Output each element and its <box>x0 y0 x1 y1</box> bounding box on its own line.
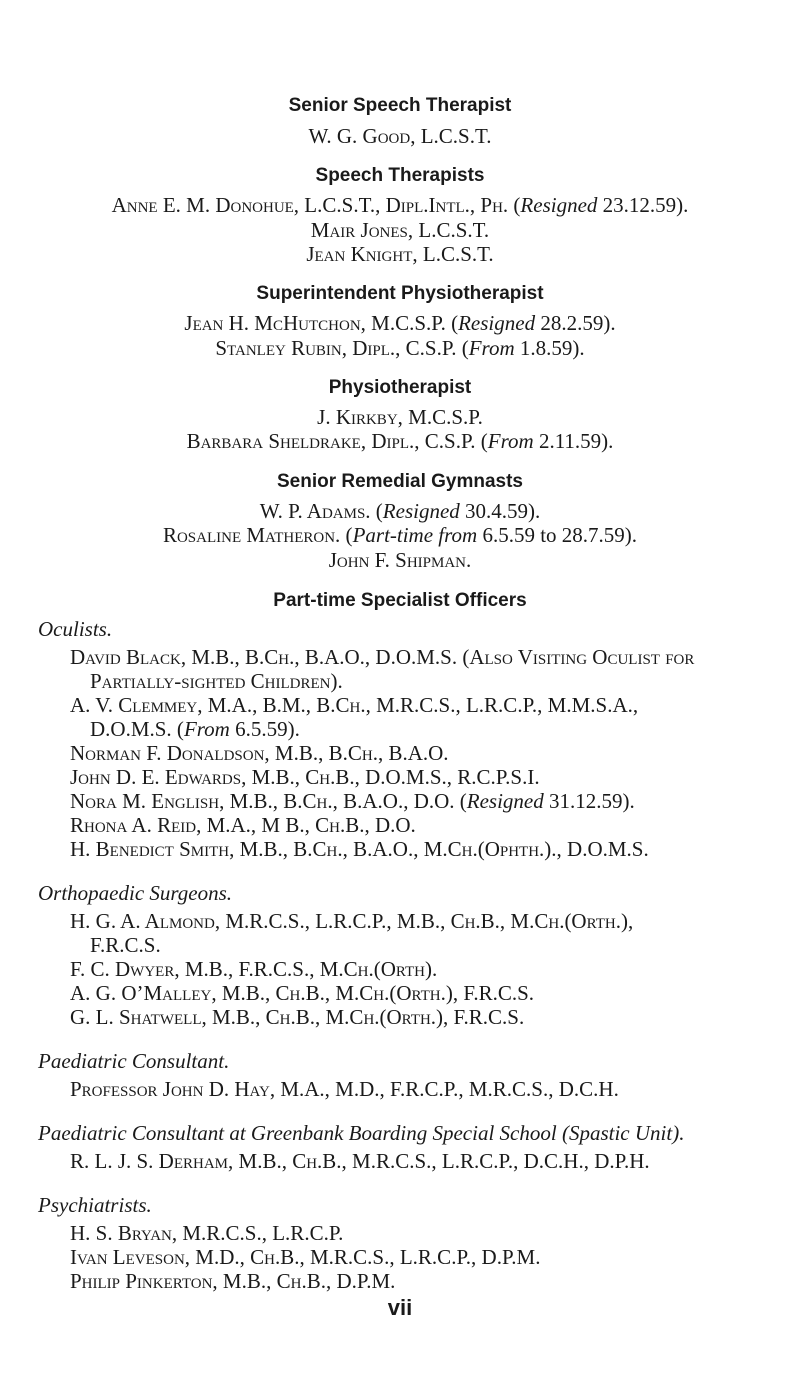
staff-entry: Barbara Sheldrake, Dipl., C.S.P. (From 2.11.59). <box>186 429 614 453</box>
page-number: vii <box>387 1295 413 1320</box>
specialist-entry: A. V. Clemmey, M.A., B.M., B.Ch., M.R.C.S., L.R.C.P., M.M.S.A., <box>70 693 639 717</box>
specialist-entry: H. G. A. Almond, M.R.C.S., L.R.C.P., M.B., Ch.B., M.Ch.(Orth.), <box>70 909 634 933</box>
heading-speech-therapists: Speech Therapists <box>315 165 485 186</box>
specialist-entry: David Black, M.B., B.Ch., B.A.O., D.O.M.S. (Also Visiting Oculist for <box>70 645 695 669</box>
specialist-entry: John D. E. Edwards, M.B., Ch.B., D.O.M.S., R.C.P.S.I. <box>70 765 540 789</box>
category-label-greenbank-consultant: Paediatric Consultant at Greenbank Boarding Special School (Spastic Unit). <box>38 1121 685 1145</box>
specialist-entry: G. L. Shatwell, M.B., Ch.B., M.Ch.(Orth.), F.R.C.S. <box>70 1005 525 1029</box>
specialist-entry: R. L. J. S. Derham, M.B., Ch.B., M.R.C.S., L.R.C.P., D.C.H., D.P.H. <box>70 1149 650 1173</box>
staff-entry: Anne E. M. Donohue, L.C.S.T., Dipl.Intl., Ph. (Resigned 23.12.59). <box>111 193 689 217</box>
specialist-entry-continuation: Partially-sighted Children). <box>90 669 343 693</box>
heading-part-time-specialist-officers: Part-time Specialist Officers <box>273 590 527 611</box>
category-label-psychiatrists: Psychiatrists. <box>38 1193 152 1217</box>
heading-physiotherapist: Physiotherapist <box>328 377 472 398</box>
heading-senior-speech-therapist: Senior Speech Therapist <box>288 95 512 116</box>
staff-entry: Rosaline Matheron. (Part-time from 6.5.59 to 28.7.59). <box>162 523 638 547</box>
specialist-entry: Philip Pinkerton, M.B., Ch.B., D.P.M. <box>70 1269 396 1293</box>
specialist-entry: Rhona A. Reid, M.A., M B., Ch.B., D.O. <box>70 813 416 837</box>
category-label-paediatric-consultant: Paediatric Consultant. <box>38 1049 230 1073</box>
staff-entry: Jean Knight, L.C.S.T. <box>306 242 494 266</box>
specialist-entry: H. S. Bryan, M.R.C.S., L.R.C.P. <box>70 1221 344 1245</box>
category-label-orthopaedic-surgeons: Orthopaedic Surgeons. <box>38 881 233 905</box>
staff-entry: W. G. Good, L.C.S.T. <box>308 124 492 148</box>
specialist-entry: Norman F. Donaldson, M.B., B.Ch., B.A.O. <box>70 741 449 765</box>
specialist-entry-continuation: F.R.C.S. <box>90 933 161 957</box>
specialist-entry: H. Benedict Smith, M.B., B.Ch., B.A.O., M.Ch.(Ophth.)., D.O.M.S. <box>70 837 649 861</box>
heading-senior-remedial-gymnasts: Senior Remedial Gymnasts <box>276 471 524 492</box>
staff-entry: John F. Shipman. <box>328 548 472 572</box>
specialist-entry: Professor John D. Hay, M.A., M.D., F.R.C.P., M.R.C.S., D.C.H. <box>70 1077 619 1101</box>
heading-superintendent-physiotherapist: Superintendent Physiotherapist <box>256 283 544 304</box>
staff-entry: Stanley Rubin, Dipl., C.S.P. (From 1.8.59). <box>215 336 585 360</box>
specialist-entry: Ivan Leveson, M.D., Ch.B., M.R.C.S., L.R.C.P., D.P.M. <box>70 1245 541 1269</box>
specialist-entry: Nora M. English, M.B., B.Ch., B.A.O., D.O. (Resigned 31.12.59). <box>70 789 635 813</box>
staff-entry: W. P. Adams. (Resigned 30.4.59). <box>259 499 541 523</box>
category-label-oculists: Oculists. <box>38 617 113 641</box>
staff-entry: Jean H. McHutchon, M.C.S.P. (Resigned 28.2.59). <box>184 311 616 335</box>
staff-entry: J. Kirkby, M.C.S.P. <box>317 405 483 429</box>
specialist-entry: F. C. Dwyer, M.B., F.R.C.S., M.Ch.(Orth). <box>70 957 438 981</box>
specialist-entry: A. G. O’Malley, M.B., Ch.B., M.Ch.(Orth.), F.R.C.S. <box>70 981 535 1005</box>
specialist-entry-continuation: D.O.M.S. (From 6.5.59). <box>90 717 300 741</box>
staff-entry: Mair Jones, L.C.S.T. <box>310 218 490 242</box>
